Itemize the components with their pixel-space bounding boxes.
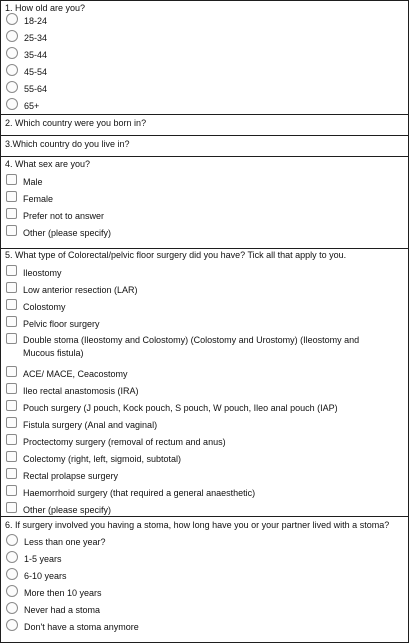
option-fistula-surgery[interactable] (6, 420, 406, 434)
option-label: 65+ (24, 101, 40, 111)
option-rectal-prolapse-surgery[interactable] (6, 471, 406, 485)
option-label: Ileo rectal anastomosis (IRA) (23, 386, 139, 396)
checkbox[interactable] (6, 174, 17, 185)
option-label: Proctectomy surgery (removal of rectum and anus) (23, 437, 226, 447)
question-6-section (1, 516, 408, 643)
radio-button[interactable] (6, 619, 18, 631)
radio-button[interactable] (6, 568, 18, 580)
checkbox[interactable] (6, 299, 17, 310)
option-label: Male (23, 177, 43, 187)
option-1-5-years[interactable] (6, 554, 406, 568)
option-label: 35-44 (24, 50, 48, 60)
option-label: Pelvic floor surgery (23, 319, 100, 329)
checkbox[interactable] (6, 366, 17, 377)
option-ileo-rectal-anastomosis[interactable] (6, 386, 406, 400)
option-label: ACE/ MACE, Ceacostomy (23, 369, 128, 379)
option-low-anterior-resection[interactable] (6, 285, 406, 299)
option-label: 25-34 (24, 33, 48, 43)
radio-button[interactable] (6, 602, 18, 614)
option-no-stoma-anymore[interactable] (6, 622, 406, 636)
option-35-44[interactable] (6, 50, 406, 64)
checkbox[interactable] (6, 316, 17, 327)
checkbox[interactable] (6, 434, 17, 445)
radio-button[interactable] (6, 64, 18, 76)
option-label: Ileostomy (23, 268, 62, 278)
option-proctectomy-surgery[interactable] (6, 437, 406, 451)
radio-button[interactable] (6, 30, 18, 42)
radio-button[interactable] (6, 534, 18, 546)
option-label: Low anterior resection (LAR) (23, 285, 138, 295)
radio-button[interactable] (6, 585, 18, 597)
checkbox[interactable] (6, 468, 17, 479)
checkbox[interactable] (6, 265, 17, 276)
option-label: 18-24 (24, 16, 48, 26)
checkbox[interactable] (6, 451, 17, 462)
option-65-plus[interactable] (6, 101, 406, 115)
question-1-section (1, 1, 408, 114)
option-45-54[interactable] (6, 67, 406, 81)
option-colectomy[interactable] (6, 454, 406, 468)
option-prefer-not-to-answer[interactable] (6, 211, 406, 225)
option-label: Double stoma (Ileostomy and Colostomy) (Colostomy and Urostomy) (Ileostomy and Mucous fistula) (23, 335, 360, 358)
option-label: Rectal prolapse surgery (23, 471, 119, 481)
question-5-section (1, 248, 408, 517)
option-double-stoma[interactable] (6, 336, 406, 364)
question-6-text: 6. If surgery involved you having a stoma, how long have you or your partner lived with a stoma? (5, 520, 390, 530)
checkbox[interactable] (6, 502, 17, 513)
option-female[interactable] (6, 194, 406, 208)
question-5-text: 5. What type of Colorectal/pelvic floor surgery did you have? Tick all that apply to you. (5, 250, 347, 260)
option-label: Haemorrhoid surgery (that required a general anaesthetic) (23, 488, 256, 498)
option-more-than-10-years[interactable] (6, 588, 406, 602)
option-haemorrhoid-surgery[interactable] (6, 488, 406, 502)
question-3-text: 3.Which country do you live in? (5, 139, 130, 149)
option-25-34[interactable] (6, 33, 406, 47)
radio-button[interactable] (6, 81, 18, 93)
question-4-section (1, 156, 408, 249)
option-colostomy[interactable] (6, 302, 406, 316)
option-less-than-one-year[interactable] (6, 537, 406, 551)
question-2-text: 2. Which country were you born in? (5, 118, 147, 128)
option-male[interactable] (6, 177, 406, 191)
option-label: Other (please specify) (23, 505, 112, 515)
checkbox[interactable] (6, 333, 17, 344)
question-3-section (1, 135, 408, 157)
option-label: Female (23, 194, 54, 204)
checkbox[interactable] (6, 191, 17, 202)
checkbox[interactable] (6, 282, 17, 293)
option-label: 45-54 (24, 67, 48, 77)
option-label: 1-5 years (24, 554, 62, 564)
option-label: Don't have a stoma anymore (24, 622, 139, 632)
option-label: More then 10 years (24, 588, 102, 598)
option-ace-mace[interactable] (6, 369, 406, 383)
option-18-24[interactable] (6, 16, 406, 30)
radio-button[interactable] (6, 47, 18, 59)
option-ileostomy[interactable] (6, 268, 406, 282)
option-label: Fistula surgery (Anal and vaginal) (23, 420, 158, 430)
question-1-text: 1. How old are you? (5, 3, 86, 13)
radio-button[interactable] (6, 98, 18, 110)
checkbox[interactable] (6, 417, 17, 428)
option-label: 6-10 years (24, 571, 67, 581)
option-label: 55-64 (24, 84, 48, 94)
question-2-section (1, 114, 408, 136)
option-other[interactable] (6, 228, 406, 242)
option-pelvic-floor-surgery[interactable] (6, 319, 406, 333)
radio-button[interactable] (6, 13, 18, 25)
option-label: Prefer not to answer (23, 211, 105, 221)
question-4-text: 4. What sex are you? (5, 159, 91, 169)
option-6-10-years[interactable] (6, 571, 406, 585)
option-pouch-surgery[interactable] (6, 403, 406, 417)
option-label: Never had a stoma (24, 605, 101, 615)
option-label: Colectomy (right, left, sigmoid, subtotal) (23, 454, 182, 464)
option-label: Colostomy (23, 302, 66, 312)
checkbox[interactable] (6, 383, 17, 394)
checkbox[interactable] (6, 485, 17, 496)
radio-button[interactable] (6, 551, 18, 563)
checkbox[interactable] (6, 225, 17, 236)
checkbox[interactable] (6, 400, 17, 411)
option-label: Pouch surgery (J pouch, Kock pouch, S pouch, W pouch, Ileo anal pouch (IAP) (23, 403, 338, 413)
checkbox[interactable] (6, 208, 17, 219)
option-never-had-a-stoma[interactable] (6, 605, 406, 619)
option-55-64[interactable] (6, 84, 406, 98)
option-label: Less than one year? (24, 537, 106, 547)
option-label: Other (please specify) (23, 228, 112, 238)
